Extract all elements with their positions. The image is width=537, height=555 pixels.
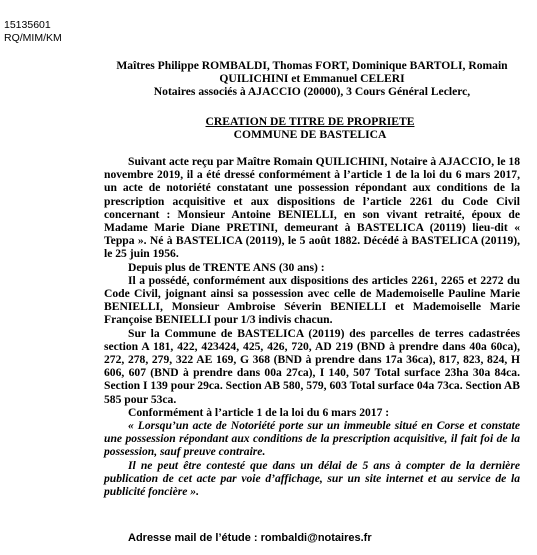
reference-number: 15135601 <box>4 19 51 31</box>
office-email: Adresse mail de l’étude : rombaldi@notaires.fr <box>128 532 372 544</box>
notary-header <box>104 59 520 99</box>
paragraph-parcels: Sur la Commune de BASTELICA (20119) des parcelles de terres cadastrées section A 181, 422, 423424, 425, 426, 720, AD 219 (BND à prendre dans 40a 60ca), 272, 278, 279, 322 AE 169, G 368 (BND à prendre dans 17a 36ca), 817, 823, 824, H 606, 607 (BND à prendre dans 00a 27ca), I 140, 507 Total surface 23ha 30a 84ca. Section I 139 pour 29ca. Section AB 580, 579, 603 Total surface 04a 73ca. Section AB 585 pour 53ca. <box>104 326 520 406</box>
paragraph-duration: Depuis plus de TRENTE ANS (30 ans) : <box>128 260 325 274</box>
document-body <box>104 155 520 498</box>
header-line-3: Notaires associés à AJACCIO (20000), 3 Cours Général Leclerc, <box>153 85 471 99</box>
paragraph-possession: Il a possédé, conformément aux dispositions des articles 2261, 2265 et 2272 du Code Civil, joignant ainsi sa possession avec celle de Mademoiselle Pauline Marie BENIELLI, Monsieur Ambroise Séverin BENIELLI et Mademoiselle Marie Françoise BENIELLI pour 1/3 indivis chacun. <box>104 273 520 327</box>
paragraph-law: Conformément à l’article 1 de la loi du 6 mars 2017 : <box>128 405 390 419</box>
header-line-1: Maîtres Philippe ROMBALDI, Thomas FORT, Dominique BARTOLI, Romain <box>116 59 508 72</box>
title-main: CREATION DE TITRE DE PROPRIETE <box>205 115 415 128</box>
document-title <box>100 115 520 141</box>
quote-paragraph-1: « Lorsqu’un acte de Notoriété porte sur un immeuble situé en Corse et constate une possession répondant aux conditions de la prescription acquisitive, il fait foi de la possession, sauf preuve contraire. <box>104 419 520 459</box>
reference-code: RQ/MIM/KM <box>4 32 62 44</box>
paragraph-act: Suivant acte reçu par Maître Romain QUILICHINI, Notaire à AJACCIO, le 18 novembre 2019, il a été dressé conformément à l’article 1 de la loi du 6 mars 2017, un acte de notoriété constatant une possession répondant aux conditions de la prescription acquisitive et aux dispositions de l’article 2261 du Code Civil concernant : Monsieur Antoine BENIELLI, en son vivant retraité, époux de Madame Marie Diane PRETINI, demeurant à BASTELICA (20119) lieu-dit « Teppa ». Né à BASTELICA (20119), le 5 août 1882. Décédé à BASTELICA (20119), le 25 juin 1956. <box>104 155 520 261</box>
title-commune: COMMUNE DE BASTELICA <box>233 128 387 142</box>
quote-paragraph-2: Il ne peut être contesté que dans un délai de 5 ans à compter de la dernière publication de cet acte par voie d’affichage, sur un site internet et au service de la publicité foncière ». <box>104 458 520 499</box>
header-line-2: QUILICHINI et Emmanuel CELERI <box>219 72 405 86</box>
